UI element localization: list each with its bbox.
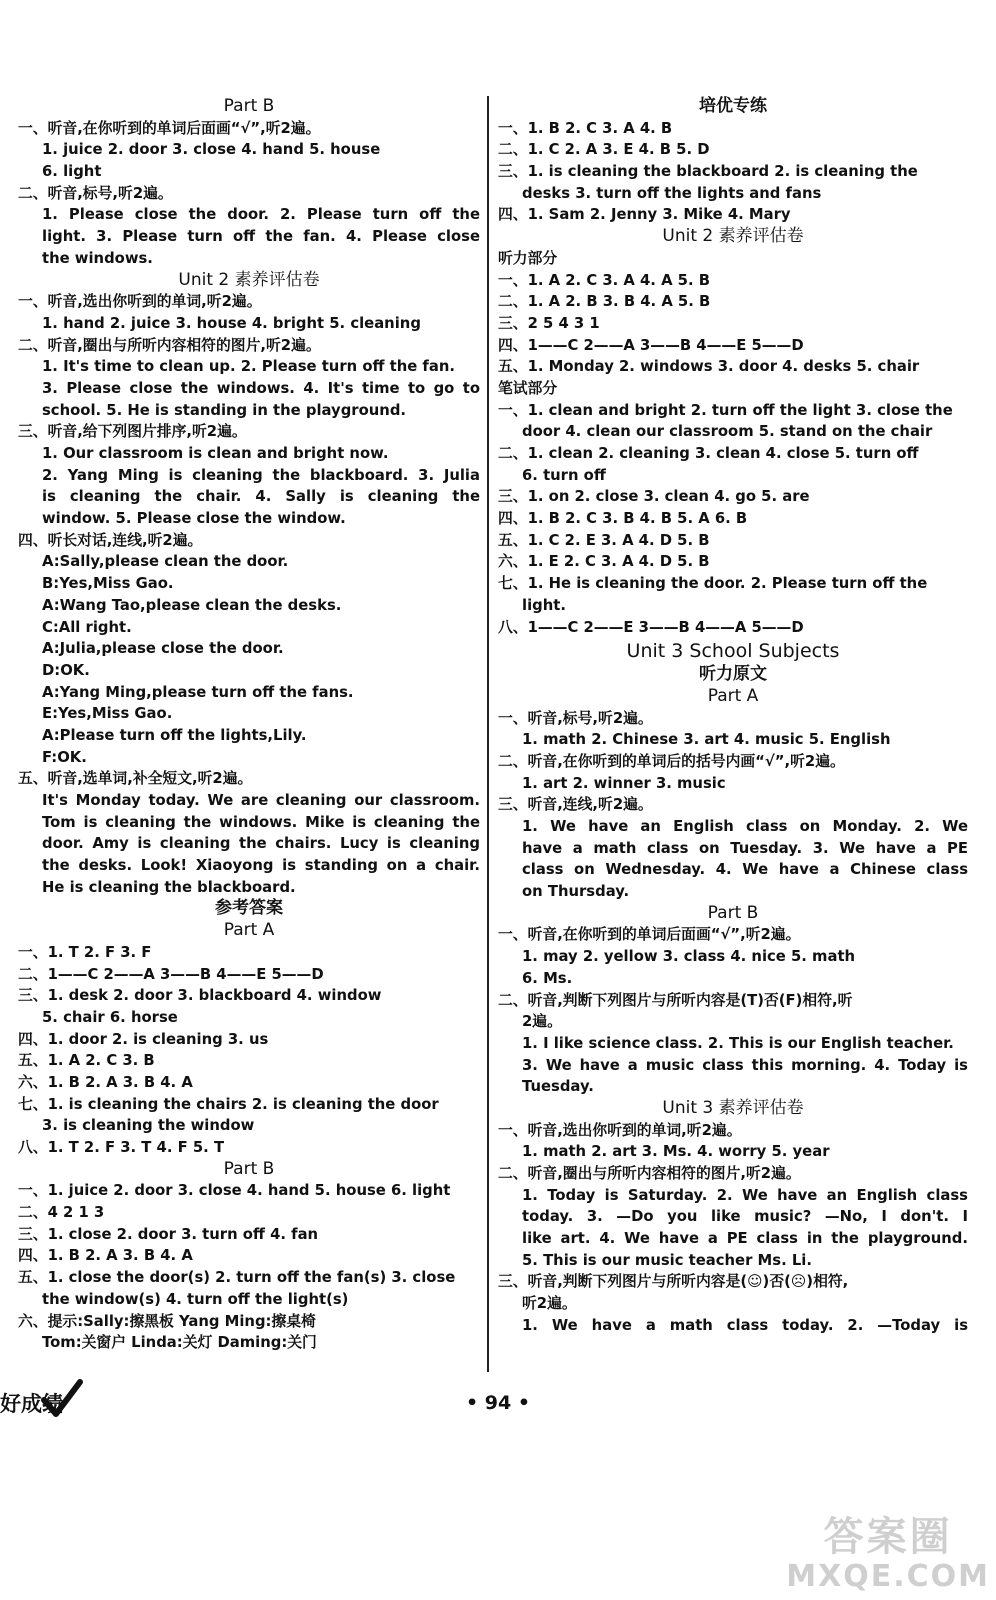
section-heading: Part A: [707, 685, 759, 706]
text-line: F:OK.: [42, 748, 87, 766]
text-line: 四、1. Sam 2. Jenny 3. Mike 4. Mary: [498, 206, 791, 224]
text-line: Tuesday.: [522, 1078, 594, 1096]
text-line: 五、1. close the door(s) 2. turn off the fan(s) 3. close: [18, 1269, 456, 1287]
brand-logo-text: 好成绩: [0, 1391, 63, 1416]
text-line: 三、1. is cleaning the blackboard 2. is cleaning the: [498, 163, 918, 181]
text-line: A:Yang Ming,please turn off the fans.: [42, 683, 354, 701]
text-line: 八、1. T 2. F 3. T 4. F 5. T: [18, 1139, 225, 1156]
watermark-line-2: MXQE.COM: [786, 1559, 990, 1594]
section-heading: Part B: [707, 902, 759, 923]
text-line: is cleaning the chair. 4. Sally is cleaning the: [42, 488, 480, 506]
section-heading: Unit 3 素养评估卷: [662, 1097, 804, 1118]
text-line: 二、听音,在你听到的单词后的括号内画“√”,听2遍。: [498, 752, 845, 770]
text-line: 二、听音,标号,听2遍。: [18, 184, 173, 202]
text-line: It's Monday today. We are cleaning our classroom.: [42, 792, 480, 809]
text-line: light.: [522, 596, 566, 614]
text-line: 听力部分: [498, 249, 558, 267]
text-line: 1. Today is Saturday. 2. We have an English class: [522, 1186, 968, 1204]
section-heading: 培优专练: [699, 96, 767, 116]
text-line: 七、1. is cleaning the chairs 2. is cleaning the door: [18, 1095, 439, 1113]
column-divider: [487, 96, 489, 1372]
text-line: 1. math 2. Chinese 3. art 4. music 5. English: [522, 731, 891, 749]
right-column: [498, 96, 968, 1337]
text-line: 三、听音,连线,听2遍。: [498, 796, 653, 814]
left-column: [18, 96, 480, 1354]
section-heading: Part A: [223, 920, 275, 941]
text-line: 2遍。: [522, 1013, 562, 1031]
text-line: desks 3. turn off the lights and fans: [522, 184, 822, 202]
text-line: A:Julia,please close the door.: [42, 640, 284, 658]
text-line: 五、1. C 2. E 3. A 4. D 5. B: [498, 531, 710, 549]
text-line: 四、听长对话,连线,听2遍。: [18, 531, 203, 549]
text-line: 三、听音,判断下列图片与所听内容是(☺)否(☹)相符,: [498, 1273, 849, 1291]
text-line: B:Yes,Miss Gao.: [42, 575, 174, 593]
text-line: 1. hand 2. juice 3. house 4. bright 5. cleaning: [42, 314, 421, 332]
text-line: 一、听音,在你听到的单词后面画“√”,听2遍。: [18, 119, 321, 137]
text-line: 六、1. E 2. C 3. A 4. D 5. B: [498, 553, 710, 571]
text-line: 四、1——C 2——A 3——B 4——E 5——D: [498, 336, 804, 354]
text-line: door. Amy is cleaning the chairs. Lucy is cleaning: [42, 835, 480, 853]
section-heading: Unit 2 素养评估卷: [178, 269, 320, 290]
text-line: today. 3. —Do you like music? —No, I don't. I: [522, 1208, 968, 1226]
text-line: 一、听音,选出你听到的单词,听2遍。: [498, 1121, 742, 1139]
text-line: have a math class on Tuesday. 3. We have a PE: [522, 839, 968, 857]
text-line: 3. Please close the windows. 4. It's time to go to: [42, 379, 480, 397]
section-heading: Unit 3 School Subjects: [626, 640, 840, 663]
text-line: 二、听音,圈出与所听内容相符的图片,听2遍。: [498, 1165, 801, 1182]
text-line: 一、听音,标号,听2遍。: [498, 709, 653, 727]
section-heading: 参考答案: [215, 898, 283, 919]
text-line: 五、听音,选单词,补全短文,听2遍。: [18, 770, 253, 788]
text-line: 五、1. A 2. C 3. B: [18, 1052, 155, 1070]
page-number: • 94 •: [466, 1392, 530, 1414]
text-line: 6. turn off: [522, 466, 606, 484]
section-heading: Unit 2 素养评估卷: [662, 226, 804, 247]
text-line: class on Wednesday. 4. We have a Chinese class: [522, 861, 968, 879]
text-line: window. 5. Please close the window.: [42, 510, 346, 528]
text-line: A:Wang Tao,please clean the desks.: [42, 596, 342, 614]
text-line: 1. It's time to clean up. 2. Please turn off the fan.: [42, 358, 455, 376]
text-line: 二、听音,圈出与所听内容相符的图片,听2遍。: [18, 336, 321, 354]
text-line: 1. art 2. winner 3. music: [522, 774, 726, 792]
text-line: 二、1. C 2. A 3. E 4. B 5. D: [498, 141, 710, 159]
text-line: school. 5. He is standing in the playground.: [42, 401, 407, 419]
text-line: 四、1. door 2. is cleaning 3. us: [18, 1030, 269, 1048]
text-line: 1. We have a math class today. 2. —Today is: [522, 1316, 968, 1334]
text-line: 1. Please close the door. 2. Please turn off the: [42, 206, 480, 224]
text-line: 三、1. desk 2. door 3. blackboard 4. window: [18, 987, 382, 1005]
text-line: 一、听音,选出你听到的单词,听2遍。: [18, 293, 262, 311]
text-line: 1. juice 2. door 3. close 4. hand 5. house: [42, 141, 381, 159]
text-line: the desks. Look! Xiaoyong is standing on a chair.: [42, 857, 480, 875]
text-line: 听2遍。: [522, 1295, 577, 1313]
text-line: 6. light: [42, 163, 102, 181]
text-line: 三、1. close 2. door 3. turn off 4. fan: [18, 1225, 319, 1243]
section-heading: Part B: [223, 96, 275, 116]
text-line: 七、1. He is cleaning the door. 2. Please turn off the: [498, 575, 928, 593]
text-line: the window(s) 4. turn off the light(s): [42, 1290, 349, 1308]
text-line: 二、1. A 2. B 3. B 4. A 5. B: [498, 293, 711, 311]
text-line: C:All right.: [42, 618, 132, 636]
text-line: 三、1. on 2. close 3. clean 4. go 5. are: [498, 488, 810, 506]
text-line: 二、4 2 1 3: [18, 1204, 105, 1222]
watermark: [786, 1514, 990, 1594]
text-line: 3. is cleaning the window: [42, 1117, 255, 1135]
section-heading: Part B: [223, 1158, 275, 1179]
text-line: 5. This is our music teacher Ms. Li.: [522, 1251, 812, 1269]
text-line: A:Sally,please clean the door.: [42, 553, 289, 571]
text-line: 2. Yang Ming is cleaning the blackboard. 3. Julia: [42, 466, 480, 484]
text-line: 一、1. T 2. F 3. F: [18, 943, 152, 961]
text-line: E:Yes,Miss Gao.: [42, 705, 173, 723]
text-line: 5. chair 6. horse: [42, 1008, 178, 1026]
text-line: 1. Our classroom is clean and bright now.: [42, 445, 389, 462]
text-line: 四、1. B 2. C 3. B 4. B 5. A 6. B: [498, 510, 748, 528]
text-line: 一、1. juice 2. door 3. close 4. hand 5. house 6. light: [18, 1182, 451, 1200]
text-line: 二、1. clean 2. cleaning 3. clean 4. close 5. turn off: [498, 445, 919, 462]
text-line: 五、1. Monday 2. windows 3. door 4. desks 5. chair: [498, 358, 920, 376]
text-line: 1. We have an English class on Monday. 2. We: [522, 818, 968, 835]
text-line: 三、2 5 4 3 1: [498, 314, 600, 332]
section-heading: 听力原文: [699, 664, 767, 685]
text-line: 一、1. A 2. C 3. A 4. A 5. B: [498, 271, 711, 289]
text-line: 一、听音,在你听到的单词后面画“√”,听2遍。: [498, 926, 801, 944]
text-line: light. 3. Please turn off the fan. 4. Please close: [42, 228, 480, 246]
text-line: 六、1. B 2. A 3. B 4. A: [18, 1073, 193, 1091]
text-line: Tom:关窗户 Linda:关灯 Daming:关门: [42, 1334, 317, 1352]
text-line: door 4. clean our classroom 5. stand on the chair: [522, 423, 933, 441]
text-line: on Thursday.: [522, 883, 630, 901]
text-line: 四、1. B 2. A 3. B 4. A: [18, 1247, 193, 1265]
text-line: 六、提示:Sally:擦黑板 Yang Ming:擦桌椅: [18, 1312, 316, 1330]
text-line: 一、1. B 2. C 3. A 4. B: [498, 119, 673, 137]
text-line: 1. may 2. yellow 3. class 4. nice 5. math: [522, 948, 856, 966]
text-line: 二、1——C 2——A 3——B 4——E 5——D: [18, 965, 324, 983]
text-line: He is cleaning the blackboard.: [42, 878, 296, 896]
text-line: D:OK.: [42, 661, 90, 679]
text-line: the windows.: [42, 249, 153, 267]
text-line: 三、听音,给下列图片排序,听2遍。: [18, 423, 247, 441]
text-line: Tom is cleaning the windows. Mike is cleaning the: [42, 813, 480, 831]
text-line: 笔试部分: [498, 379, 558, 397]
watermark-line-1: 答案圈: [823, 1514, 953, 1560]
text-line: 6. Ms.: [522, 969, 573, 987]
text-line: A:Please turn off the lights,Lily.: [42, 726, 307, 744]
text-line: 八、1——C 2——E 3——B 4——A 5——D: [498, 618, 804, 636]
text-line: 一、1. clean and bright 2. turn off the light 3. close the: [498, 401, 953, 419]
text-line: 1. math 2. art 3. Ms. 4. worry 5. year: [522, 1143, 830, 1161]
text-line: like art. 4. We have a PE class in the playground.: [522, 1230, 968, 1248]
text-line: 3. We have a music class this morning. 4. Today is: [522, 1056, 968, 1074]
text-line: 1. I like science class. 2. This is our English teacher.: [522, 1034, 954, 1052]
text-line: 二、听音,判断下列图片与所听内容是(T)否(F)相符,听: [498, 991, 853, 1009]
